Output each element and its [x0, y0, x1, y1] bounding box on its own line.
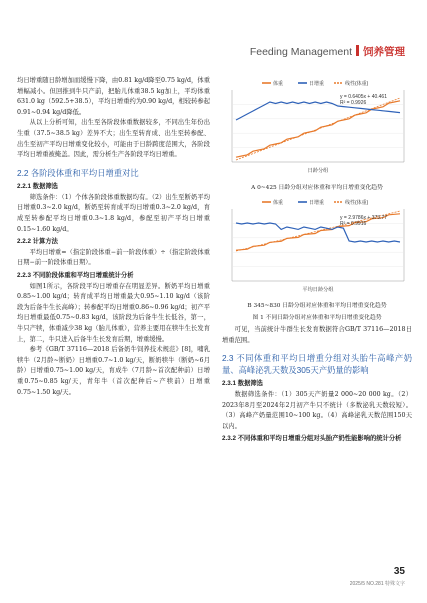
page-footer: 2025/5 NO.281 特殊文字 — [349, 581, 405, 587]
paragraph: 平均日增重=（指定阶段体重−前一阶段体重）÷（指定阶段体重日期−前一阶段体重日期）。 — [17, 248, 210, 267]
r-squared: R² = 0.9926 — [340, 100, 367, 106]
paragraph: 数据筛选条件：（1）305天产奶量2 000~20 000 kg。（2）2023年8月至2024年2月初产牛只不统计（多数泌乳天数较短）。（3）高峰产奶量范围10~100 kg。（4）高峰泌乳天数范围150天以内。 — [222, 390, 412, 430]
subsection-heading: 2.3.2 不同体重和平均日增重分组对头胎产奶性能影响的统计分析 — [222, 435, 402, 443]
subsection-heading: 2.2.3 不同阶段体重和平均日增重统计分析 — [17, 272, 134, 279]
paragraph: 可见，当前统计牛群生长发育数据符合GB/T 37116—2018日增重范围。 — [222, 326, 412, 344]
running-header — [250, 44, 405, 59]
figure-chart — [222, 76, 412, 176]
paragraph: 均日增重随日龄增加而缓慢下降，由0.81 kg/d降至0.75 kg/d，体重增幅减小。但回推到牛只产前，把胎儿体重38.5 kg加上，平均体重631.0 kg（592.5+38.5），平均日增重约为0.90 kg/d，相较转参起0.91~0.94 kg/d降低。 — [17, 77, 210, 116]
right-column — [222, 76, 412, 445]
figure-caption: B 345~830 日龄分组对应体重和平均日增重变化趋势 — [247, 303, 387, 310]
paragraph: 如图1所示，各阶段平均日增重存在明显差异。断奶平均日增重0.85~1.00 kg/d；转育成平均日增重最大0.95~1.10 kg/d（该阶段为后备牛生长高峰）；转参配平均日增重0.86~0.96 kg/d；初产平均日增重最低0.75~0.83 kg/d，该阶段为后备牛生长低谷，第一，牛只产犊，体重减少38 kg（胎儿体重），营养主要用在犊牛生长发育上，第二，牛只进入后备牛生长发育后期，增重缓慢。 — [17, 282, 210, 343]
subsection-heading: 2.2.1 数据筛选 — [17, 183, 58, 191]
r-squared: R² = 0.9916 — [340, 220, 367, 227]
header-en: Feeding Management — [249, 46, 352, 58]
subsection-heading: 2.2.2 计算方法 — [17, 238, 58, 246]
paragraph: 筛选条件：（1）个体各阶段体重数据均有。（2）出生至断奶平均日增重0.3~2.0 kg/d，断奶至转育成平均日增重0.3~2.0 kg/d，育成至转参配平均日增重0.3~1.8 kg/d，参配至初产平均日增重0.15~1.60 kg/d。 — [17, 193, 210, 233]
page-number: 35 — [393, 566, 405, 577]
legend-label: 线性(体重) — [345, 199, 369, 206]
figure-1 — [222, 76, 412, 181]
figure-2 — [222, 195, 412, 300]
header-cn: 饲养管理 — [363, 46, 405, 58]
equation: y = 2.9786x + 373.77 — [340, 214, 387, 221]
x-axis-label: 日龄分组 — [307, 168, 329, 174]
figure-chart — [222, 195, 412, 295]
figure-caption: 图 1 不同日龄分组对应体重和平均日增重变化趋势 — [252, 315, 382, 322]
paragraph: 从以上分析可知，出生至各阶段体重数据较多，不同出生年份出生重（37.5~38.5 kg）差异不大；出生至转育成、出生至转参配、出生至初产平均日增重变化较小，可能由于日龄跨度范围大，各阶段平均日增重被掩盖。因此，需分析生产各阶段平均日增重。 — [17, 119, 210, 159]
section-heading: 2.3 不同体重和平均日增重分组对头胎牛高峰产奶量、高峰泌乳天数及305天产奶量的影响 — [222, 353, 412, 375]
header-divider — [356, 45, 359, 56]
equation: y = 0.6405x + 40.461 — [340, 94, 387, 100]
x-axis-label: 平均日龄分组 — [302, 286, 334, 293]
subsection-heading: 2.3.1 数据筛选 — [222, 380, 263, 388]
left-column — [17, 76, 210, 398]
legend-label: 体重 — [273, 199, 284, 206]
legend-label: 日增重 — [309, 199, 325, 206]
legend-label: 线性(体重) — [345, 81, 369, 87]
figure-caption: A 0~425 日龄分组对应体重和平均日增重变化趋势 — [251, 184, 383, 191]
section-heading: 2.2 各阶段体重和平均日增重对比 — [17, 167, 139, 178]
legend-label: 体重 — [273, 81, 284, 87]
paragraph: 参考《GB/T 37116—2018 后备奶牛饲养技术规范》[8]，哺乳犊牛（2月龄~断奶）日增重0.7~1.0 kg/天，断奶犊牛（断奶~6月龄）日增重0.75~1.00 kg/天，育成牛（7月龄~首次配种前）日增重0.75~0.85 kg/天，青年牛（首次配种后~产犊前）日增重0.75~1.50 kg/天。 — [17, 346, 210, 396]
legend-label: 日增重 — [309, 81, 325, 87]
